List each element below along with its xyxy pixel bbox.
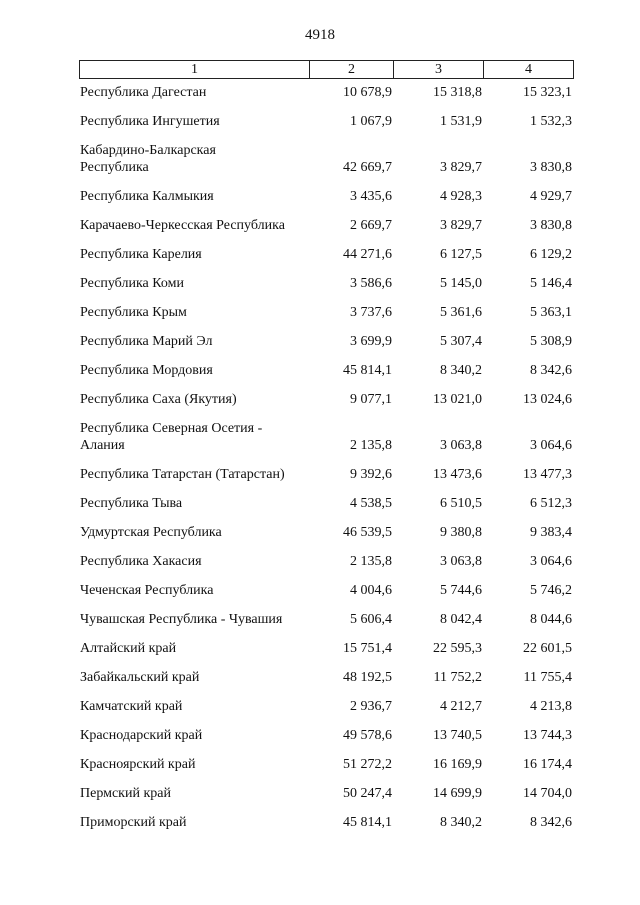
region-name: Республика Ингушетия	[80, 114, 220, 129]
region-name: Камчатский край	[80, 699, 183, 714]
value-col-2: 2 669,7	[350, 218, 392, 233]
region-name: Республика Саха (Якутия)	[80, 392, 237, 407]
table-row	[79, 669, 573, 698]
table-row	[79, 698, 573, 727]
table-row	[79, 785, 573, 814]
value-col-3: 3 063,8	[440, 438, 482, 453]
page-number: 4918	[305, 27, 335, 43]
table-row	[79, 188, 573, 217]
value-col-2: 46 539,5	[343, 525, 392, 540]
value-col-4: 3 064,6	[530, 554, 572, 569]
value-col-3: 15 318,8	[433, 85, 482, 100]
value-col-3: 13 021,0	[433, 392, 482, 407]
value-col-4: 3 830,8	[530, 218, 572, 233]
value-col-4: 8 342,6	[530, 363, 572, 378]
value-col-2: 48 192,5	[343, 670, 392, 685]
table-row	[79, 142, 573, 188]
value-col-2: 9 392,6	[350, 467, 392, 482]
value-col-3: 13 740,5	[433, 728, 482, 743]
value-col-3: 9 380,8	[440, 525, 482, 540]
table-row	[79, 84, 573, 113]
value-col-4: 5 363,1	[530, 305, 572, 320]
value-col-3: 13 473,6	[433, 467, 482, 482]
value-col-3: 22 595,3	[433, 641, 482, 656]
value-col-4: 6 512,3	[530, 496, 572, 511]
value-col-2: 3 586,6	[350, 276, 392, 291]
value-col-2: 2 135,8	[350, 438, 392, 453]
table-row	[79, 727, 573, 756]
value-col-4: 4 929,7	[530, 189, 572, 204]
value-col-3: 6 510,5	[440, 496, 482, 511]
region-name: Республика Марий Эл	[80, 334, 213, 349]
value-col-4: 13 477,3	[523, 467, 572, 482]
value-col-2: 45 814,1	[343, 363, 392, 378]
value-col-2: 5 606,4	[350, 612, 392, 627]
table-row	[79, 582, 573, 611]
value-col-2: 3 435,6	[350, 189, 392, 204]
value-col-4: 3 064,6	[530, 438, 572, 453]
value-col-2: 10 678,9	[343, 85, 392, 100]
table-row	[79, 640, 573, 669]
value-col-4: 13 024,6	[523, 392, 572, 407]
region-name: Приморский край	[80, 815, 187, 830]
table-row	[79, 333, 573, 362]
column-header-1: 1	[80, 61, 310, 79]
value-col-3: 4 212,7	[440, 699, 482, 714]
value-col-3: 8 340,2	[440, 363, 482, 378]
value-col-3: 5 361,6	[440, 305, 482, 320]
value-col-3: 5 307,4	[440, 334, 482, 349]
table-row	[79, 756, 573, 785]
column-header-row	[80, 61, 574, 79]
value-col-4: 15 323,1	[523, 85, 572, 100]
table-row	[79, 814, 573, 843]
value-col-2: 49 578,6	[343, 728, 392, 743]
region-name: Кабардино-Балкарская	[80, 143, 216, 158]
region-name: Республика Калмыкия	[80, 189, 214, 204]
region-name: Чеченская Республика	[80, 583, 214, 598]
region-name: Краснодарский край	[80, 728, 203, 743]
value-col-4: 3 830,8	[530, 160, 572, 175]
column-header-table	[79, 60, 574, 79]
region-name: Республика Карелия	[80, 247, 202, 262]
value-col-2: 15 751,4	[343, 641, 392, 656]
value-col-4: 1 532,3	[530, 114, 572, 129]
region-name: Республика Тыва	[80, 496, 183, 511]
region-name: Забайкальский край	[80, 670, 200, 685]
region-name: Алтайский край	[80, 641, 177, 656]
column-header-2: 2	[310, 61, 394, 79]
value-col-3: 5 145,0	[440, 276, 482, 291]
value-col-3: 3 063,8	[440, 554, 482, 569]
value-col-3: 8 340,2	[440, 815, 482, 830]
table-row	[79, 304, 573, 333]
value-col-2: 42 669,7	[343, 160, 392, 175]
value-col-2: 1 067,9	[350, 114, 392, 129]
region-name: Пермский край	[80, 786, 171, 801]
value-col-4: 16 174,4	[523, 757, 572, 772]
value-col-4: 6 129,2	[530, 247, 572, 262]
table-row	[79, 420, 573, 466]
value-col-2: 44 271,6	[343, 247, 392, 262]
table-row	[79, 611, 573, 640]
value-col-2: 50 247,4	[343, 786, 392, 801]
value-col-4: 4 213,8	[530, 699, 572, 714]
region-name: Карачаево-Черкесская Республика	[80, 218, 285, 233]
table-row	[79, 524, 573, 553]
table-row	[79, 113, 573, 142]
value-col-4: 8 044,6	[530, 612, 572, 627]
value-col-3: 3 829,7	[440, 218, 482, 233]
region-name: Республика Мордовия	[80, 363, 213, 378]
value-col-4: 5 308,9	[530, 334, 572, 349]
value-col-2: 45 814,1	[343, 815, 392, 830]
value-col-2: 2 936,7	[350, 699, 392, 714]
table-row	[79, 246, 573, 275]
region-name: Республика Северная Осетия -	[80, 421, 263, 436]
value-col-3: 5 744,6	[440, 583, 482, 598]
region-name: Красноярский край	[80, 757, 196, 772]
value-col-3: 3 829,7	[440, 160, 482, 175]
value-col-4: 5 146,4	[530, 276, 572, 291]
value-col-4: 8 342,6	[530, 815, 572, 830]
value-col-3: 4 928,3	[440, 189, 482, 204]
region-name: Удмуртская Республика	[80, 525, 222, 540]
value-col-2: 51 272,2	[343, 757, 392, 772]
region-name: Чувашская Республика - Чувашия	[80, 612, 283, 627]
value-col-4: 22 601,5	[523, 641, 572, 656]
value-col-4: 11 755,4	[523, 670, 572, 685]
value-col-2: 9 077,1	[350, 392, 392, 407]
table-row	[79, 275, 573, 304]
region-name: Алания	[80, 438, 125, 453]
value-col-2: 2 135,8	[350, 554, 392, 569]
region-name: Республика Татарстан (Татарстан)	[80, 467, 285, 482]
region-name: Республика Дагестан	[80, 85, 207, 100]
value-col-3: 14 699,9	[433, 786, 482, 801]
region-name: Республика Коми	[80, 276, 184, 291]
table-row	[79, 362, 573, 391]
table-row	[79, 553, 573, 582]
value-col-4: 5 746,2	[530, 583, 572, 598]
value-col-4: 13 744,3	[523, 728, 572, 743]
value-col-3: 1 531,9	[440, 114, 482, 129]
region-name: Республика Крым	[80, 305, 187, 320]
value-col-3: 6 127,5	[440, 247, 482, 262]
value-col-4: 14 704,0	[523, 786, 572, 801]
value-col-3: 8 042,4	[440, 612, 482, 627]
table-row	[79, 495, 573, 524]
value-col-4: 9 383,4	[530, 525, 572, 540]
value-col-3: 11 752,2	[433, 670, 482, 685]
table-row	[79, 217, 573, 246]
column-header-4: 4	[484, 61, 574, 79]
region-name: Республика Хакасия	[80, 554, 202, 569]
region-name: Республика	[80, 160, 149, 175]
table-row	[79, 391, 573, 420]
table-row	[79, 466, 573, 495]
column-header-3: 3	[394, 61, 484, 79]
value-col-2: 3 699,9	[350, 334, 392, 349]
value-col-2: 3 737,6	[350, 305, 392, 320]
value-col-2: 4 004,6	[350, 583, 392, 598]
value-col-3: 16 169,9	[433, 757, 482, 772]
value-col-2: 4 538,5	[350, 496, 392, 511]
